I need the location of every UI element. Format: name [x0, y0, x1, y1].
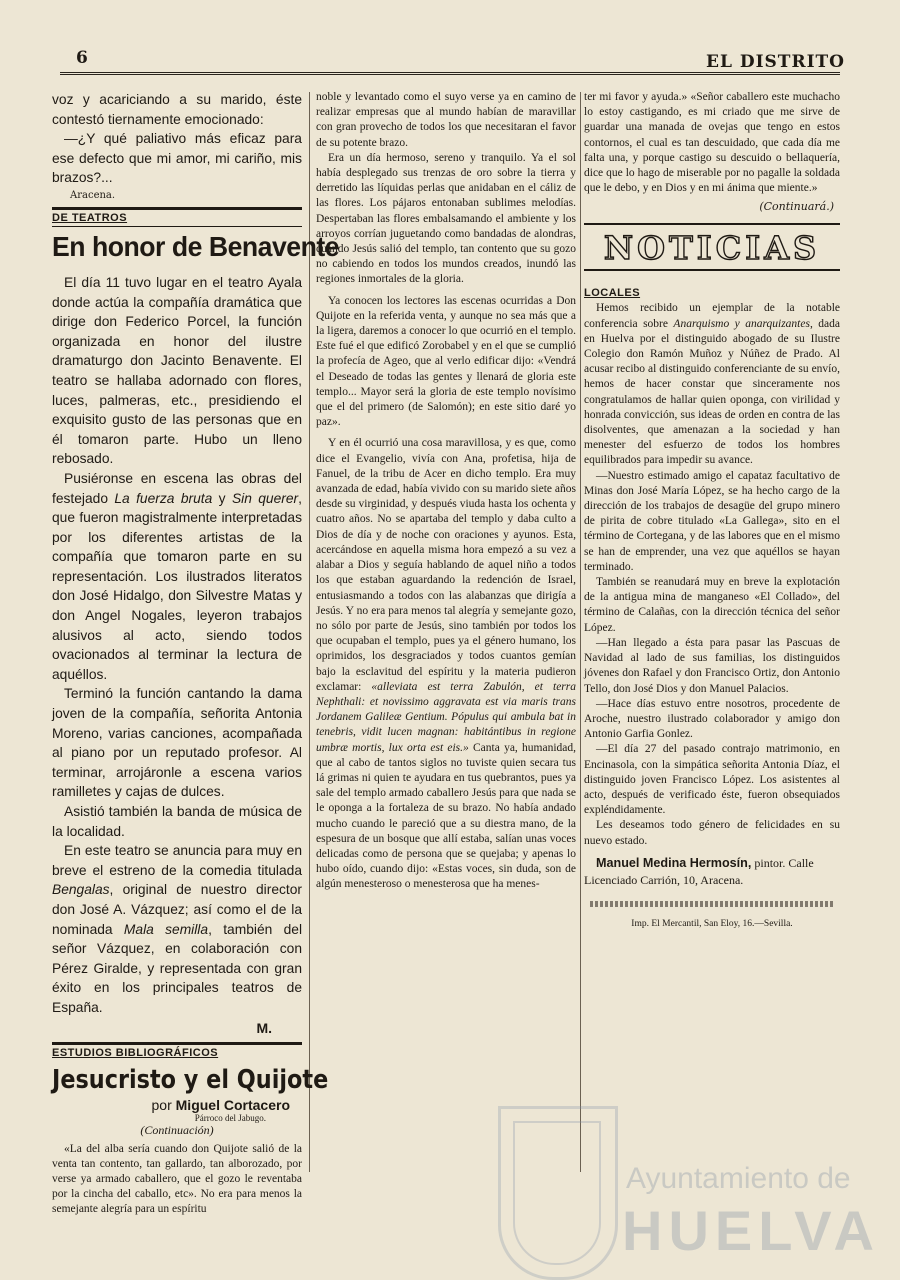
paragraph: —¿Y qué paliativo más eficaz para ese defecto que mi amor, mi cariño, mis brazos?... [52, 131, 302, 186]
paragraph: Hemos recibido un ejemplar de la notable conferencia sobre Anarquismo y anarquizantes, dada en Huelva por el distinguido abogado de su Ilustre Colegio don Ramón Muñoz y Núñez de Prado. Al acusar recibo al distinguido conferenciante de su envío, hemos de hacer constar que sinceramente nos congratulamos de hallar quien oponga, con virilidad y honrada convicción, sus ideas de orden en contra de las disolventes, que amenazan a la sociedad y han menester del esfuerzo de todos los hombres equilibrados para impedir su avance. [584, 302, 840, 467]
paragraph: «La del alba sería cuando don Quijote salió de la venta tan contento, tan gallardo, tan alborozado, por verse ya armado caballero, que el gozo le reventaba por la cincha del caballo, etc». No era para menos la semejante alegría para un espíritu [52, 1142, 302, 1216]
paragraph: noble y levantado como el suyo verse ya en camino de realizar empresas que al mundo habían de maravillar con gran provecho de todos los que necesitaran el favor de su potente brazo. [316, 91, 576, 149]
section-label: DE TEATROS [52, 211, 128, 224]
coat-of-arms-icon [498, 1106, 618, 1280]
noticias-banner [584, 223, 840, 271]
section-label: ESTUDIOS BIBLIOGRÁFICOS [52, 1046, 219, 1059]
paragraph: Y en él ocurrió una cosa maravillosa, y es que, como dice el Evangelio, vivía con Ana, profetisa, hija de Fanuel, de la tribu de Acer en dicho templo. Era muy avanzada de edad, había vivido con su marido siete años desde su virginidad, y después viuda hasta los ochenta y cuatro años. No se apartaba del templo y daba culto a Dios de día y de noche con oraciones y ayunos. Esta, acercándose en aquella misma hora empezó a su vez a alabar a Dios y seguía hablando de aquel niño a todos los que estaban aguardando la redención de Israel, entusiasmando a todos con las alabanzas que dirigía a Jesús. Y no era para menos tal alegría y semejante gozo, no sólo por parte de Jesús, sino también por todos los que ocupaban el templo, pues ya el género humano, los oprimidos, los desgraciados y todos cuantos gemían bajo la esclavitud del espíritu y la materia pudieron exclamar: «alleviata est terra Zabulón, et terra Nephthali: et novissimo aggravata est via maris trans Jordanem Galileæ Gentium. Pópulus qui ambula bat in tenebris, vidit lucen magnan: habitántibus in regione umbræ mortis, lux orta est eis.» Canta ya, humanidad, que al cabo de tantos siglos no tuviste quien secara tus lá grimas ni quien te ayudara en tus quebrantos, pues ya sale del templo armado caballero Jesús para que nada se le oponga a la fortaleza de su brazo. No había andado mucho cuando le pareció que a su diestra mano, de la espesura de un bosque que allí estaba, salían unas voces delicadas como de persona que se quejaba; y apenas lo hubo oído, cuando dijo: «Estas voces, sin duda, son de algún menesteroso o menesterosa que ha menes- [316, 437, 576, 891]
paragraph: El día 11 tuvo lugar en el teatro Ayala donde actúa la compañía dramática que dirige don Federico Porcel, la función organizada en honor del ilustre dramaturgo don Jacinto Benavente. El teatro se hallaba adornado con flores, luces, palmeras, etc., presidiendo el exquisito gusto de las personas que en él tomaron parte. Hubo un lleno rebosado. [52, 274, 302, 467]
advertiser-name: Manuel Medina Hermosín, [596, 855, 752, 870]
author-title: Párroco del Jabugo. [194, 1112, 266, 1123]
paragraph: ter mi favor y ayuda.» «Señor caballero este muchacho lo estoy castigando, es mi criado que me sirve de guardar una manada de ovejas que tengo en estos contornos, el cual es tan descuidado, que cada día me falta una, y porque castigo su descuido o bellaquería, dice que lo hago de miserable por no pagalle la soldada que le debo, y en Dios y en mi ánima que miente.» [584, 91, 840, 195]
headline: En honor de Benavente [52, 230, 340, 262]
paragraph: Asistió también la banda de música de la localidad. [52, 804, 302, 839]
paragraph: También se reanudará muy en breve la explotación de la antigua mina de manganeso «El Collado», del término de Calañas, con la dirección técnica del señor López. [584, 576, 840, 634]
column-right [584, 90, 840, 929]
printer-imprint: Imp. El Mercantil, San Eloy, 16.—Sevilla. [631, 918, 793, 929]
paragraph: —El día 27 del pasado contrajo matrimonio, en Encinasola, con la simpática señorita Antonia Díaz, el distinguido joven Francisco López. Los asistentes al acto, después de verificado éste, fueron obsequiados expléndidamente. [584, 743, 840, 817]
divider-rule [590, 901, 834, 907]
masthead: EL DISTRITO [706, 52, 845, 72]
column-left [52, 90, 340, 1218]
archive-watermark [470, 1106, 900, 1280]
paragraph: Pusiéronse en escena las obras del festejado La fuerza bruta y Sin querer, que fueron magistralmente interpretadas por los diferentes artistas de la compañía que tomaron parte en su representación. Los ilustrados literatos don José Hidalgo, don Silvestre Matas y don Angel Nogales, leyeron trabajos alusivos al acto, siendo todos ovacionados al terminar la lectura de aquéllos. [52, 470, 302, 682]
byline: por Miguel Cortacero [151, 1096, 290, 1113]
story-ending [52, 90, 302, 188]
column-middle [316, 90, 576, 893]
continuation-note: (Continuará.) [759, 200, 834, 214]
work-title: Anarquismo y anarquizantes [673, 317, 810, 330]
watermark-line: Ayuntamiento de [626, 1162, 851, 1195]
paragraph: voz y acariciando a su marido, éste contestó tiernamente emocionado: [52, 92, 302, 127]
latin-quote: «alleviata est terra Zabulón, et terra Nephthali: et novissimo aggravata est via maris trans Jordanem Galileæ Gentium. Pópulus qui ambula bat in tenebris, vidit lucen magnan: habitántibus in regione umbræ mortis, lux orta est eis.» [316, 680, 576, 754]
signature: M. [256, 1019, 272, 1036]
top-rule [60, 72, 840, 75]
work-title: Sin querer [231, 490, 299, 506]
paragraph: —Nuestro estimado amigo el capataz facultativo de Minas don José María López, se ha hecho cargo de la dirección de los trabajos de desagüe del grupo minero de pirita de cobre titulado «La Gallega», sito en el término de Cortegana, y de las labores que en el mismo se han de emprender, una vez que aquéllos se hayan terminado. [584, 469, 840, 573]
section-rule [52, 226, 302, 227]
section-rule [52, 1042, 302, 1045]
section-label: LOCALES [584, 287, 641, 300]
continuation-note: (Continuación) [140, 1122, 214, 1137]
section-rule [52, 207, 302, 210]
work-title: La fuerza bruta [114, 490, 213, 506]
watermark-line: HUELVA [622, 1199, 880, 1262]
headline: Jesucristo y el Quijote [52, 1064, 329, 1095]
work-title: Bengalas [52, 882, 110, 898]
paragraph: Les deseamos todo género de felicidades en su nuevo estado. [584, 819, 840, 847]
paragraph: Terminó la función cantando la dama joven de la compañía, señorita Antonia Moreno, varias canciones, acompañada al piano por un reputado profesor. Al terminar, arrojáronle a escena varios ramilletes y cajas de dulces. [52, 686, 302, 800]
dateline: Aracena. [70, 189, 116, 201]
work-title: Mala semilla [123, 921, 209, 937]
page-number: 6 [76, 48, 88, 68]
section-title: NOTICIAS [603, 229, 821, 268]
paragraph: —Hace días estuvo entre nosotros, procedente de Aroche, nuestro ilustrado colaborador y amigo don Antonio Garfia Gonlez. [584, 697, 840, 741]
advertisement: Manuel Medina Hermosín, pintor. Calle Licenciado Carrión, 10, Aracena. [584, 855, 814, 887]
author-name: Miguel Cortacero [175, 1096, 290, 1113]
paragraph: —Han llegado a ésta para pasar las Pascuas de Navidad al lado de sus familias, los distinguidos jóvenes don Rafael y don Francisco Ortiz, don Antonio Tello, don José Dios y don Manuel Palacios. [584, 636, 840, 695]
column-divider [580, 92, 581, 1172]
paragraph: Ya conocen los lectores las escenas ocurridas a Don Quijote en la referida venta, y aunque no sea más que a la ligera, daremos a conocer lo que ocurrió en el templo. Este fué el que edificó Zorobabel y en el que se cumplió la profecía de Ageo, que al verlo edificar dijo: «Vendrá el Deseado de todas las gentes y llenará de gloria este templo... Mayor será la gloria de este templo novísimo que el del primero (de Salomón); en este sitio daré yo paz». [316, 294, 576, 429]
paragraph: Era un día hermoso, sereno y tranquilo. Ya el sol había desplegado sus trenzas de oro sobre la tierra y derretido las líquidas perlas que anidaban en el cáliz de las flores. Los pájaros entonaban sublimes melodías. Despertaban las flores embalsamando el ambiente y los arroyos corrían juguetando como bandadas de alondras, cuando Jesús salió del templo, tan contento que su gozo no cabiendo en todos los mundos creados, inundó las regiones inmortales de la gloria. [316, 151, 576, 286]
paragraph: En este teatro se anuncia para muy en breve el estreno de la comedia titulada Bengalas, original de nuestro director don José A. Vázquez; así como el de la nominada Mala semilla, también del señor Vázquez, en colaboración con Pérez Giralde, y representada con gran éxito en los principales teatros de España. [52, 843, 303, 1015]
article-benavente [52, 273, 302, 1018]
